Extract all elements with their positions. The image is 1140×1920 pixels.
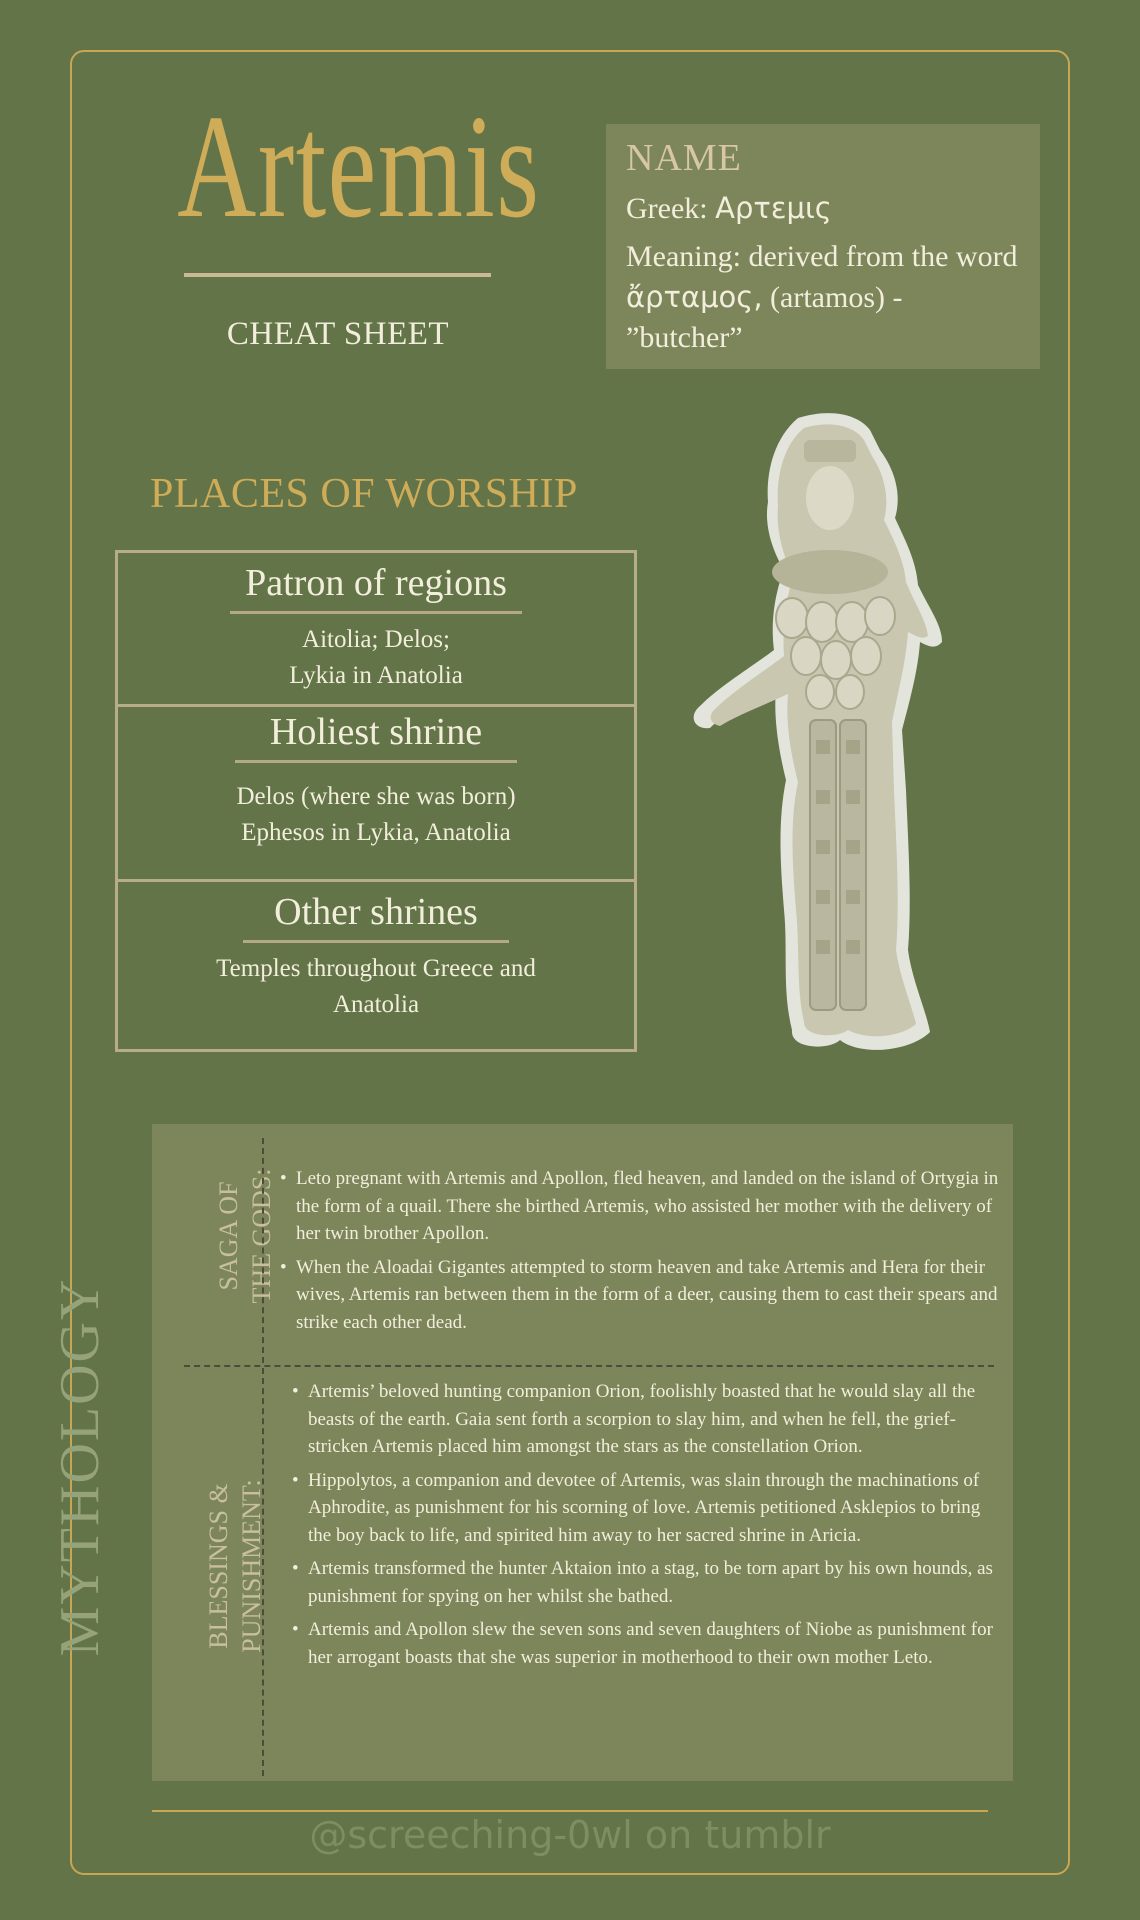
- blessings-divider: [262, 1368, 264, 1776]
- worship-heading: PLACES OF WORSHIP: [150, 471, 578, 517]
- meaning-label: Meaning: derived from the word: [626, 240, 1018, 273]
- section-title: Other shrines: [274, 891, 478, 933]
- list-item: • When the Aloadai Gigantes attempted to storm heaven and take Artemis and Hera for their wives, Artemis ran between them in the form of a deer, causing them to cast their spears and strike each other dead.: [280, 1254, 1010, 1337]
- footer-divider: [152, 1810, 988, 1812]
- section-title: Patron of regions: [245, 562, 507, 604]
- table-divider: [118, 704, 634, 707]
- worship-section-holiest: [118, 710, 634, 851]
- section-divider: [184, 1365, 994, 1367]
- page-title: Artemis: [177, 85, 541, 249]
- saga-list: [280, 1165, 1010, 1342]
- worship-table: [115, 550, 637, 1052]
- section-underline: [243, 940, 509, 943]
- name-meaning: [626, 237, 1020, 358]
- blessings-label-line1: BLESSINGS &: [204, 1483, 233, 1649]
- section-line: Delos (where she was born): [236, 783, 516, 810]
- saga-label: [212, 1136, 278, 1336]
- footer-credit: @screeching-0wl on tumblr: [309, 1813, 831, 1857]
- section-underline: [235, 760, 517, 763]
- section-line: Temples throughout Greece and: [216, 955, 536, 982]
- artemis-statue-icon: [680, 410, 980, 1060]
- list-item: • Artemis transformed the hunter Aktaion into a stag, to be torn apart by his own hounds, as punishment for spying on her whilst she bathed.: [292, 1555, 1002, 1610]
- blessings-label-line2: PUNISHMENT:: [237, 1479, 266, 1653]
- title-divider: [184, 273, 491, 277]
- saga-divider: [262, 1138, 264, 1363]
- list-item: • Leto pregnant with Artemis and Apollon, fled heaven, and landed on the island of Ortygia in the form of a quail. There she birthed Artemis, who assisted her mother with the delivery of her twin brother Apollon.: [280, 1165, 1010, 1248]
- blessings-label: [202, 1436, 268, 1696]
- name-box: [606, 124, 1040, 369]
- list-item: • Artemis’ beloved hunting companion Orion, foolishly boasted that he would slay all the beasts of the earth. Gaia sent forth a scorpion to slay him, and when he fell, the grief-stricken Artemis placed him amongst the stars as the constellation Orion.: [292, 1378, 1002, 1461]
- saga-label-line2: THE GODS:: [247, 1168, 276, 1304]
- worship-section-other: [118, 890, 634, 1023]
- greek-value: Αρτεμις: [715, 191, 832, 225]
- worship-section-patron: [118, 561, 634, 694]
- section-title: Holiest shrine: [269, 711, 483, 753]
- section-line: Lykia in Anatolia: [289, 662, 463, 689]
- list-item: • Artemis and Apollon slew the seven sons and seven daughters of Niobe as punishment for her arrogant boasts that she was superior in motherhood to their own mother Leto.: [292, 1616, 1002, 1671]
- saga-label-line1: SAGA OF: [214, 1181, 243, 1291]
- list-item: • Hippolytos, a companion and devotee of Artemis, was slain through the machinations of Aphrodite, as punishment for his scorning of love. Artemis petitioned Asklepios to bring the boy back to life, and spirited him away to her sacred shrine in Aricia.: [292, 1467, 1002, 1550]
- mythology-heading: MYTHOLOGY: [49, 1277, 111, 1657]
- meaning-greek-word: ἄρταμος,: [626, 280, 763, 314]
- section-line: Anatolia: [332, 991, 420, 1018]
- page-subtitle: CHEAT SHEET: [226, 316, 450, 352]
- greek-name: [626, 188, 1020, 229]
- section-underline: [230, 611, 522, 614]
- section-line: Aitolia; Delos;: [302, 626, 450, 653]
- section-line: Ephesos in Lykia, Anatolia: [241, 819, 511, 846]
- name-heading: NAME: [626, 137, 742, 179]
- table-divider: [118, 879, 634, 882]
- meaning-rest: (artamos) - ”butcher”: [626, 281, 903, 354]
- blessings-list: [292, 1378, 1002, 1677]
- greek-label: Greek:: [626, 192, 708, 225]
